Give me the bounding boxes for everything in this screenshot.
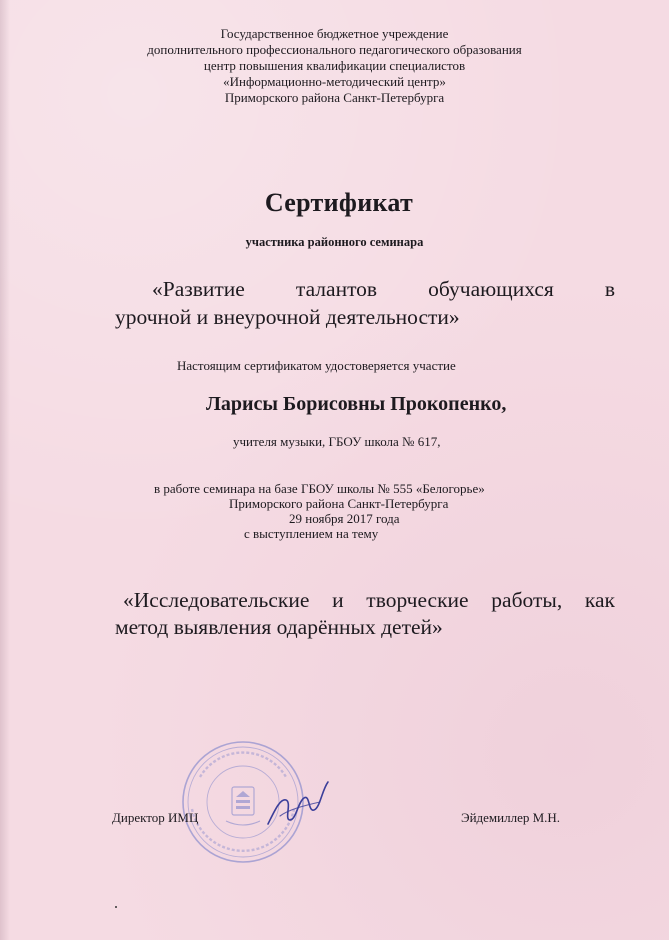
stray-mark <box>115 906 117 908</box>
header-line-1: Государственное бюджетное учреждение <box>220 26 449 41</box>
talk-topic-word: творческие <box>366 588 469 612</box>
seminar-topic-word: в <box>604 277 616 301</box>
director-name: Эйдемиллер М.Н. <box>461 810 561 825</box>
header-line-2: дополнительного профессионального педагогического образования <box>147 42 522 57</box>
talk-topic-line-2: метод выявления одарённых детей» <box>115 615 443 639</box>
seminar-topic-line-1 <box>152 275 615 303</box>
talk-topic-word: как <box>584 588 615 612</box>
venue-line-1: в работе семинара на базе ГБОУ школы № 555 «Белогорье» <box>154 481 485 496</box>
participant-name: Ларисы Борисовны Прокопенко, <box>206 393 507 415</box>
talk-topic-word: работы, <box>491 588 563 612</box>
header-line-5: Приморского района Санкт-Петербурга <box>224 90 445 105</box>
certificate-subtitle: участника районного семинара <box>245 235 424 249</box>
header-line-4: «Информационно-методический центр» <box>223 74 446 89</box>
header-line-3: центр повышения квалификации специалистов <box>203 58 466 73</box>
director-position: Директор ИМЦ <box>112 810 199 825</box>
seminar-topic-line-2: урочной и внеурочной деятельности» <box>115 305 460 329</box>
certificate-title: Сертификат <box>264 188 414 217</box>
certificate-intro: Настоящим сертификатом удостоверяется участие <box>177 358 456 373</box>
seminar-topic-word: «Развитие <box>152 277 245 301</box>
seminar-topic-word: талантов <box>295 277 378 301</box>
seminar-topic-word: обучающихся <box>428 277 554 301</box>
talk-topic-word: «Исследовательские <box>123 588 310 612</box>
participant-role: учителя музыки, ГБОУ школа № 617, <box>233 434 441 449</box>
talk-topic-word: и <box>332 588 344 612</box>
director-signature <box>262 776 332 836</box>
talk-topic-line-1 <box>123 586 615 614</box>
venue-line-4: с выступлением на тему <box>244 526 379 541</box>
venue-line-2: Приморского района Санкт-Петербурга <box>229 496 449 511</box>
page-edge-shadow <box>0 0 10 940</box>
venue-date: 29 ноября 2017 года <box>289 511 400 526</box>
